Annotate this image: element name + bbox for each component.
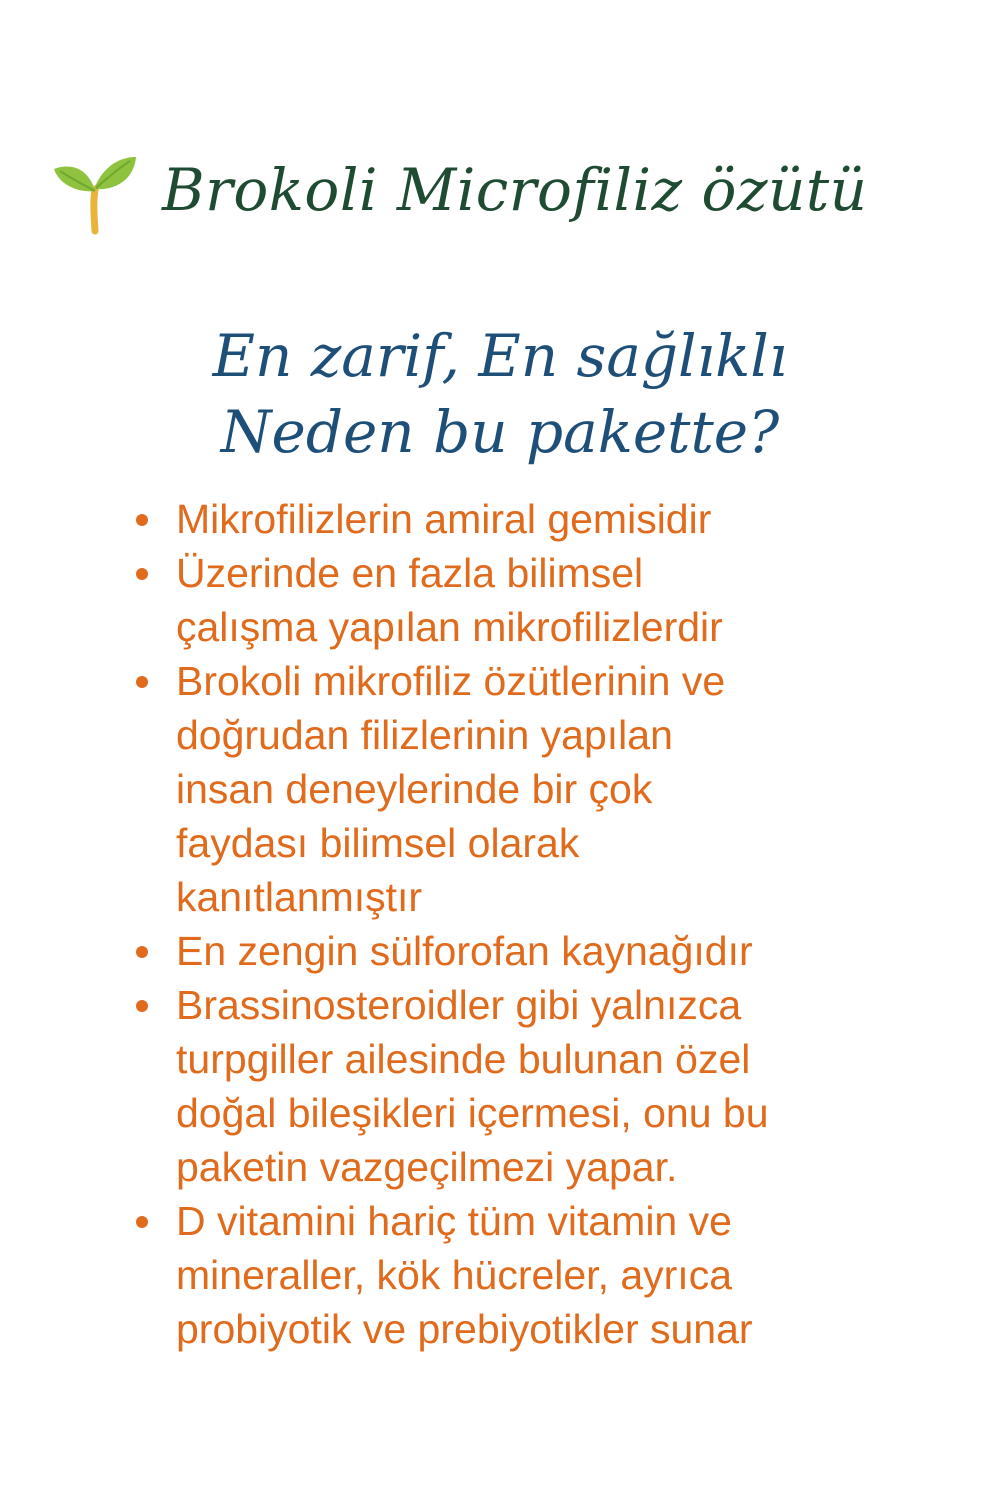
list-item-text: kanıtlanmıştır	[176, 874, 423, 920]
list-item-text: çalışma yapılan mikrofilizlerdir	[176, 604, 723, 650]
bullet-icon	[136, 514, 148, 526]
sprout-icon	[50, 145, 140, 235]
list-item-text: En zengin sülforofan kaynağıdır	[176, 928, 753, 974]
benefits-list	[136, 492, 956, 1356]
list-item-text: insan deneylerinde bir çok	[176, 766, 653, 812]
list-item	[136, 654, 956, 924]
list-item	[136, 546, 956, 654]
subtitle	[0, 318, 1000, 470]
subtitle-line: Neden bu pakette?	[220, 398, 780, 466]
list-item	[136, 492, 956, 546]
page-title: Brokoli Microfiliz özütü	[162, 156, 868, 224]
list-item	[136, 924, 956, 978]
list-item-text: doğrudan filizlerinin yapılan	[176, 712, 673, 758]
list-item-text: faydası bilimsel olarak	[176, 820, 580, 866]
list-item-text: mineraller, kök hücreler, ayrıca	[176, 1252, 733, 1298]
list-item-text: paketin vazgeçilmezi yapar.	[176, 1144, 678, 1190]
header	[50, 140, 950, 240]
bullet-icon	[136, 1216, 148, 1228]
bullet-icon	[136, 946, 148, 958]
list-item-text: turpgiller ailesinde bulunan özel	[176, 1036, 751, 1082]
bullet-icon	[136, 676, 148, 688]
list-item	[136, 978, 956, 1194]
bullet-icon	[136, 1000, 148, 1012]
list-item-text: Brassinosteroidler gibi yalnızca	[176, 982, 742, 1028]
bullet-icon	[136, 568, 148, 580]
list-item-text: D vitamini hariç tüm vitamin ve	[176, 1198, 732, 1244]
list-item-text: probiyotik ve prebiyotikler sunar	[176, 1306, 753, 1352]
list-item	[136, 1194, 956, 1356]
subtitle-line: En zarif, En sağlıklı	[212, 322, 788, 390]
list-item-text: Mikrofilizlerin amiral gemisidir	[176, 496, 712, 542]
list-item-text: Brokoli mikrofiliz özütlerinin ve	[176, 658, 726, 704]
list-item-text: doğal bileşikleri içermesi, onu bu	[176, 1090, 769, 1136]
list-item-text: Üzerinde en fazla bilimsel	[176, 550, 644, 596]
